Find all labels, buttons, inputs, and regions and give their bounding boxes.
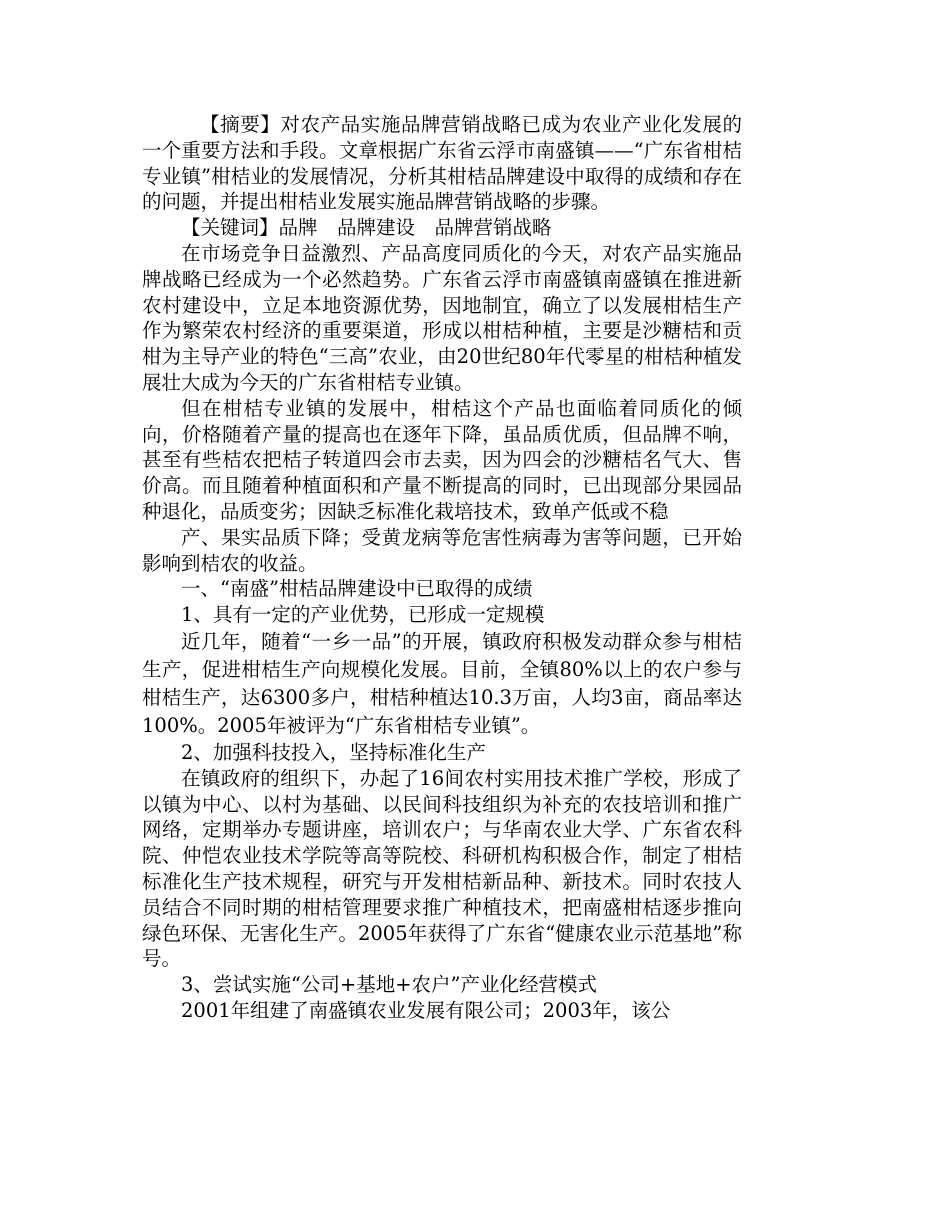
abstract-paragraph: 【摘要】对农产品实施品牌营销战略已成为农业产业化发展的一个重要方法和手段。文章根据广东省云浮市南盛镇——“广东省柑桔专业镇”柑桔业的发展情况，分析其柑桔品牌建设中取得的成绩和存在的问题，并提出柑桔业发展实施品牌营销战略的步骤。 [142,113,742,214]
subheading-2: 2、加强科技投入，坚持标准化生产 [181,740,486,764]
subheading-1: 1、具有一定的产业优势，已形成一定规模 [181,603,545,627]
intro-paragraph-2: 但在柑桔专业镇的发展中，柑桔这个产品也面临着同质化的倾向，价格随着产量的提高也在逐年下降，虽品质优质，但品牌不响，甚至有些桔农把桔子转道四会市去卖，因为四会的沙糖桔名气大、售价高。而且随着种植面积和产量不断提高的同时，已出现部分果园品种退化，品质变劣；因缺乏标准化栽培技术，致单产低或不稳 [142,396,742,523]
body-paragraph-3: 2001年组建了南盛镇农业发展有限公司；2003年，该公 [181,998,671,1022]
intro-paragraph-1: 在市场竞争日益激烈、产品高度同质化的今天，对农产品实施品牌战略已经成为一个必然趋势。广东省云浮市南盛镇南盛镇在推进新农村建设中，立足本地资源优势，因地制宜，确立了以发展柑桔生产作为繁荣农村经济的重要渠道，形成以柑桔种植，主要是沙糖桔和贡柑为主导产业的特色“三高”农业，由20世纪80年代零星的柑桔种植发展壮大成为今天的广东省柑桔专业镇。 [142,241,742,394]
body-paragraph-1: 近几年，随着“一乡一品”的开展，镇政府积极发动群众参与柑桔生产，促进柑桔生产向规模化发展。目前，全镇80%以上的农户参与柑桔生产，达6300多户，柑桔种植达10.3万亩，人均3亩，商品率达100%。2005年被评为“广东省柑桔专业镇”。 [142,629,742,737]
document-body [142,112,742,1024]
subheading-3: 3、尝试实施“公司+基地+农户”产业化经营模式 [181,973,598,997]
keywords-paragraph: 【关键词】品牌 品牌建设 品牌营销战略 [181,216,552,240]
intro-paragraph-3: 产、果实品质下降；受黄龙病等危害性病毒为害等问题，已开始影响到桔农的收益。 [142,525,742,575]
body-paragraph-2: 在镇政府的组织下，办起了16间农村实用技术推广学校，形成了以镇为中心、以村为基础、以民间科技组织为补充的农技培训和推广网络，定期举办专题讲座，培训农户；与华南农业大学、广东省农科院、仲恺农业技术学院等高等院校、科研机构积极合作，制定了柑桔标准化生产技术规程，研究与开发柑桔新品种、新技术。同时农技人员结合不同时期的柑桔管理要求推广种植技术，把南盛柑桔逐步推向绿色环保、无害化生产。2005年获得了广东省“健康农业示范基地”称号。 [142,766,742,971]
section-heading-1: 一、“南盛”柑桔品牌建设中已取得的成绩 [181,577,533,601]
